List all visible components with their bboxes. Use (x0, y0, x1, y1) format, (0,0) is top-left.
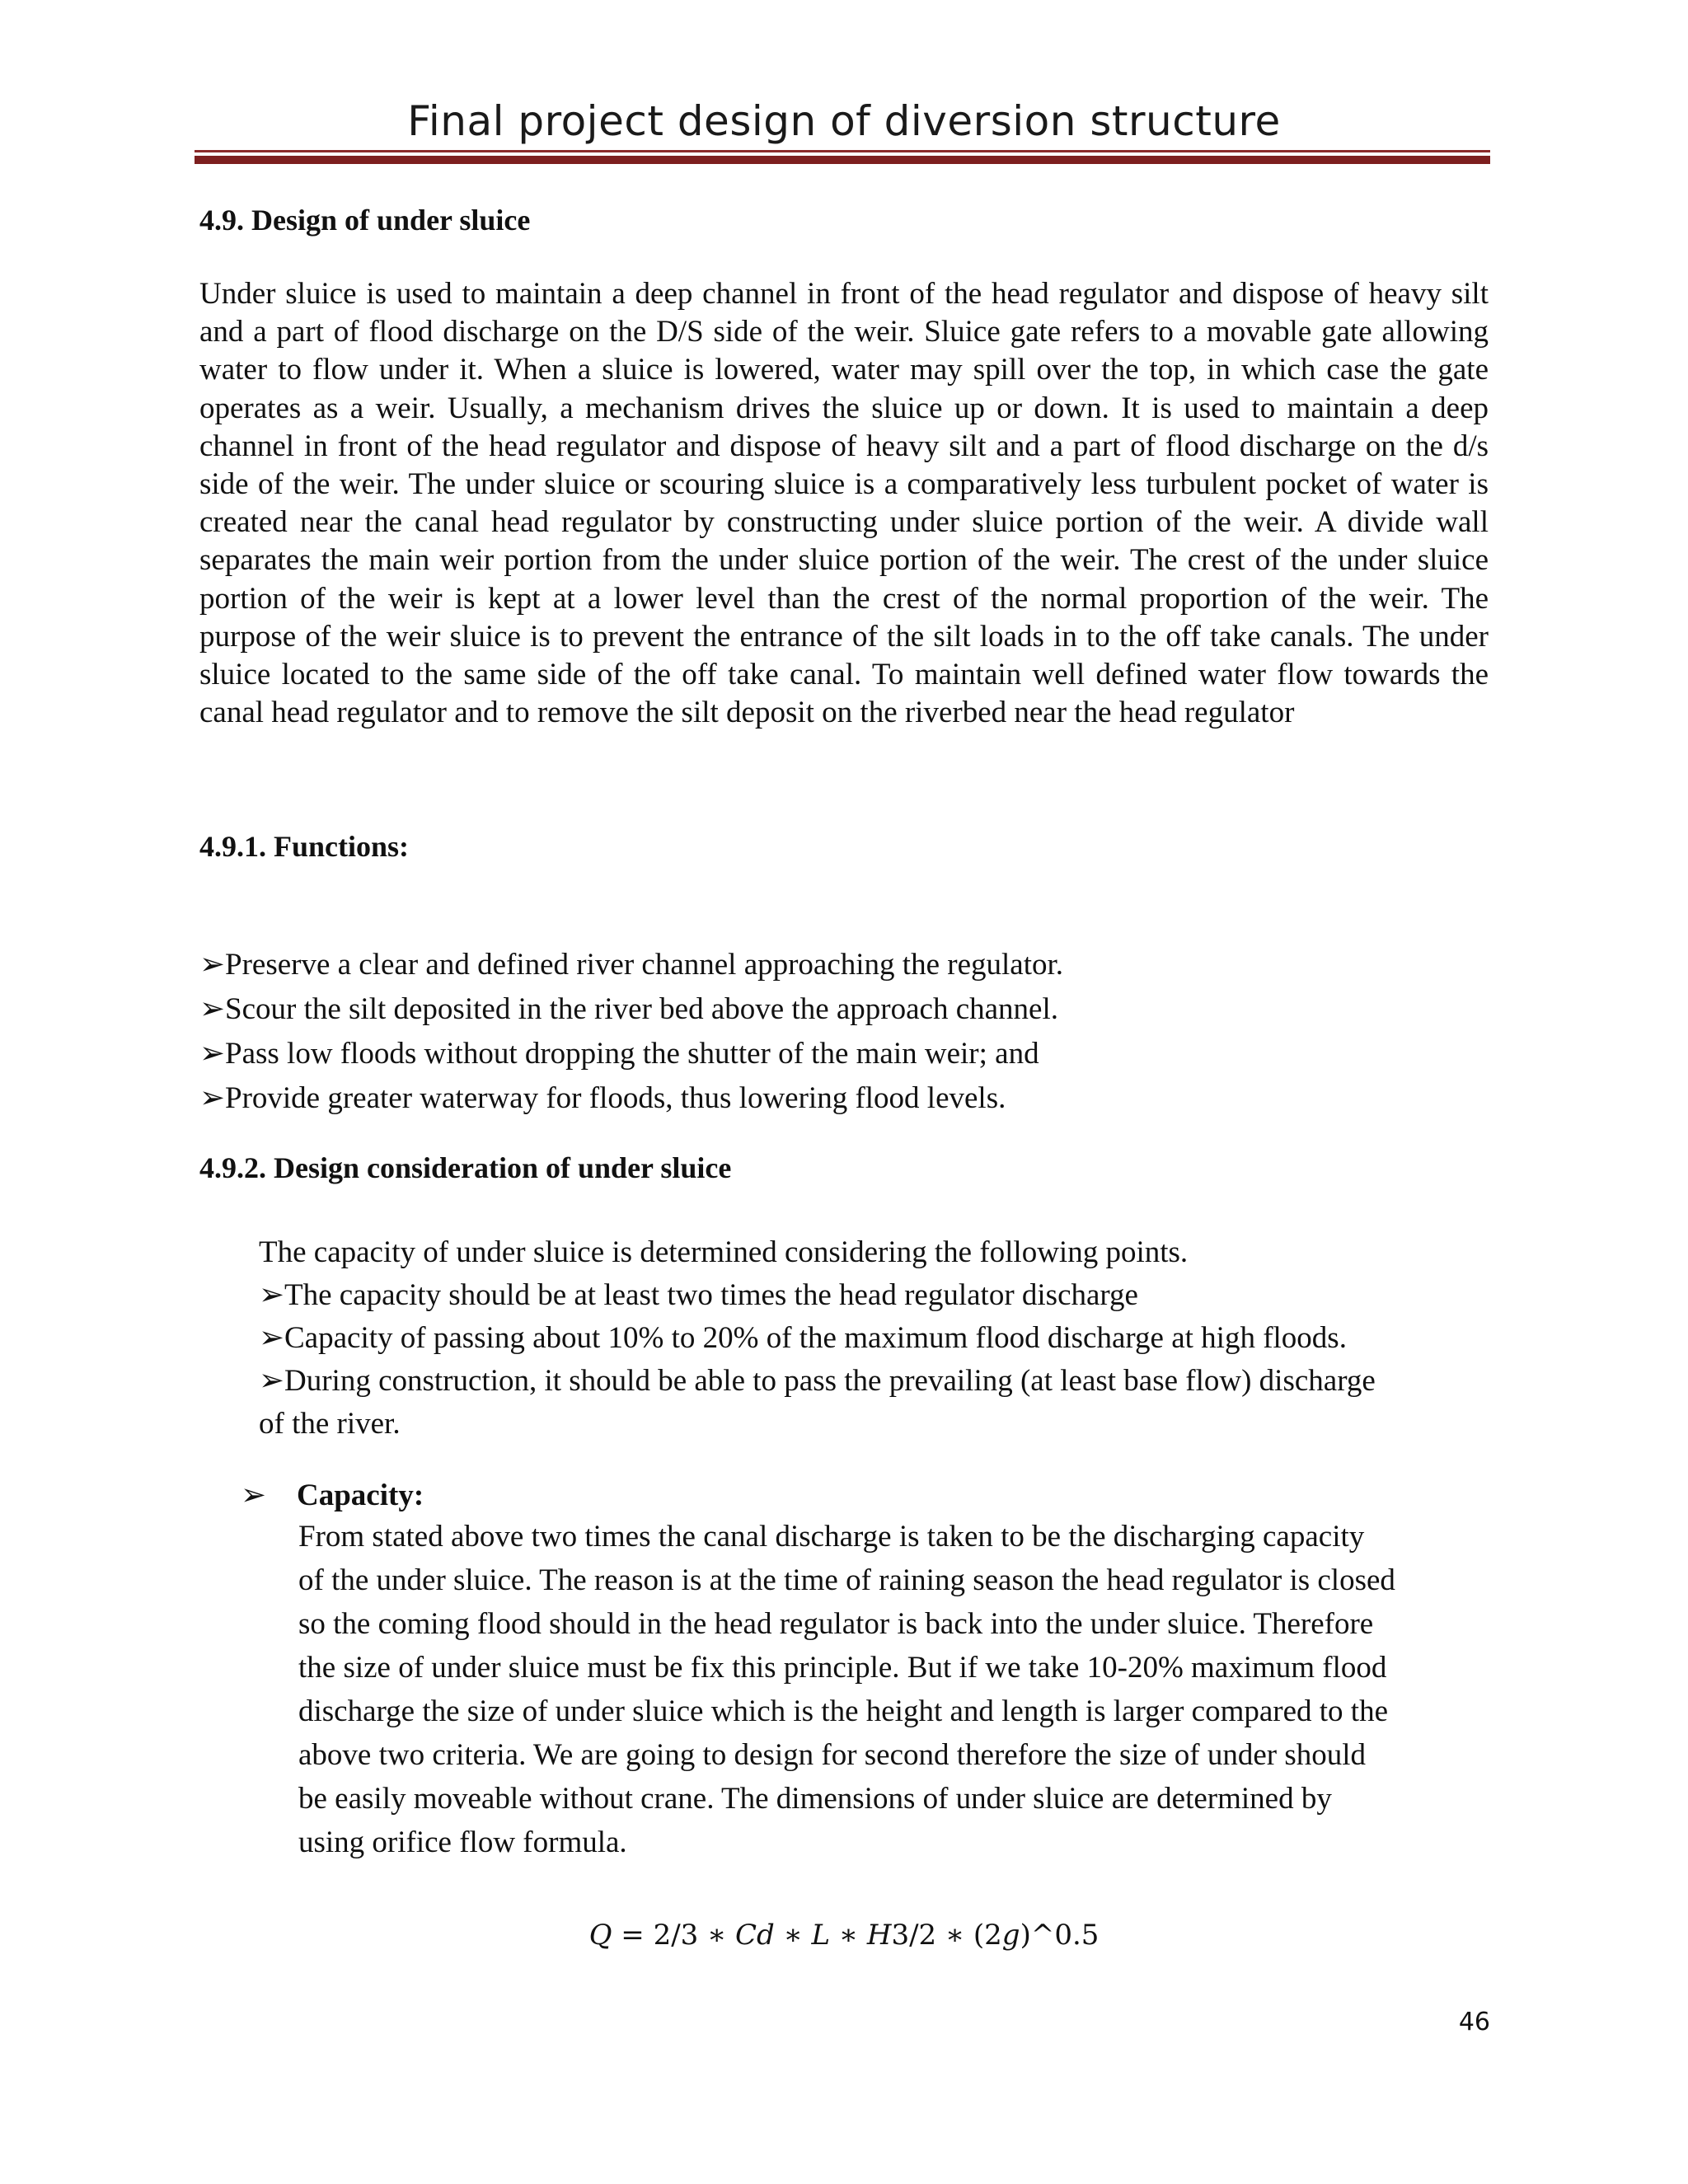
section-heading-4-9-2: 4.9.2. Design consideration of under sluice (199, 1151, 732, 1184)
orifice-flow-formula: 𝑄 = 2/3 ∗ 𝐶𝑑 ∗ 𝐿 ∗ 𝐻3/2 ∗ (2𝑔)^0.5 (588, 1919, 1100, 1952)
section-paragraph-4-9: Under sluice is used to maintain a deep channel in front of the head regulator and dispose of heavy silt and a part of flood discharge on the D/S side of the weir. Sluice gate refers to a movable gate allowing water to flow under it. When a sluice is lowered, water may spill over the top, in which case the gate operates as a weir. Usually, a mechanism drives the sluice up or down. It is used to maintain a deep channel in front of the head regulator and dispose of heavy silt and a part of flood discharge on the d/s side of the weir. The under sluice or scouring sluice is a comparatively less turbulent pocket of water is created near the canal head regulator by constructing under sluice portion of the weir. A divide wall separates the main weir portion from the under sluice portion of the weir. The crest of the under sluice portion of the weir is kept at a lower level than the crest of the normal proportion of the weir. The purpose of the weir sluice is to prevent the entrance of the silt loads in to the off take canals. The under sluice located to the same side of the off take canal. To maintain well defined water flow towards the canal head regulator and to remove the silt deposit on the riverbed near the head regulator (199, 277, 1489, 730)
text-line: The capacity of under sluice is determined considering the following points. (259, 1235, 1189, 1269)
text-line: so the coming flood should in the head regulator is back into the under sluice. Therefore (298, 1607, 1374, 1641)
section-heading-4-9: 4.9. Design of under sluice (199, 204, 531, 237)
text-line: be easily moveable without crane. The dimensions of under sluice are determined by (298, 1782, 1332, 1816)
text-line: the size of under sluice must be fix this principle. But if we take 10-20% maximum flood (298, 1651, 1387, 1685)
text-line: above two criteria. We are going to design for second therefore the size of under should (298, 1738, 1366, 1772)
text-line: discharge the size of under sluice which is the height and length is larger compared to the (298, 1694, 1389, 1728)
capacity-body (298, 1515, 1469, 1864)
functions-list (199, 943, 1436, 1121)
text-line: using orifice flow formula. (298, 1825, 627, 1859)
list-item: ➢Capacity of passing about 10% to 20% of the maximum flood discharge at high floods. (259, 1321, 1347, 1355)
list-item: ➢The capacity should be at least two times the head regulator discharge (259, 1278, 1138, 1312)
text-line: of the river. (259, 1407, 401, 1441)
header-rule-thin (195, 150, 1490, 152)
design-consideration-block (259, 1231, 1479, 1446)
list-item: ➢Pass low floods without dropping the shutter of the main weir; and (199, 1037, 1039, 1071)
section-heading-4-9-1: 4.9.1. Functions: (199, 830, 410, 863)
header-title: Final project design of diversion structure (407, 97, 1281, 145)
page-number: 46 (1458, 2008, 1490, 2036)
capacity-heading (241, 1477, 424, 1513)
list-item: ➢Preserve a clear and defined river channel approaching the regulator. (199, 948, 1064, 982)
list-item: ➢Provide greater waterway for floods, thus lowering flood levels. (199, 1081, 1006, 1115)
text-line: From stated above two times the canal discharge is taken to be the discharging capacity (298, 1520, 1365, 1554)
list-item: ➢During construction, it should be able to pass the prevailing (at least base flow) discharge (259, 1364, 1376, 1398)
header-rule-thick (195, 156, 1490, 164)
text-line: of the under sluice. The reason is at the time of raining season the head regulator is closed (298, 1563, 1395, 1597)
capacity-heading-label: Capacity: (297, 1479, 424, 1512)
list-item: ➢Scour the silt deposited in the river bed above the approach channel. (199, 992, 1058, 1026)
arrow-bullet-icon: ➢ (241, 1479, 267, 1512)
